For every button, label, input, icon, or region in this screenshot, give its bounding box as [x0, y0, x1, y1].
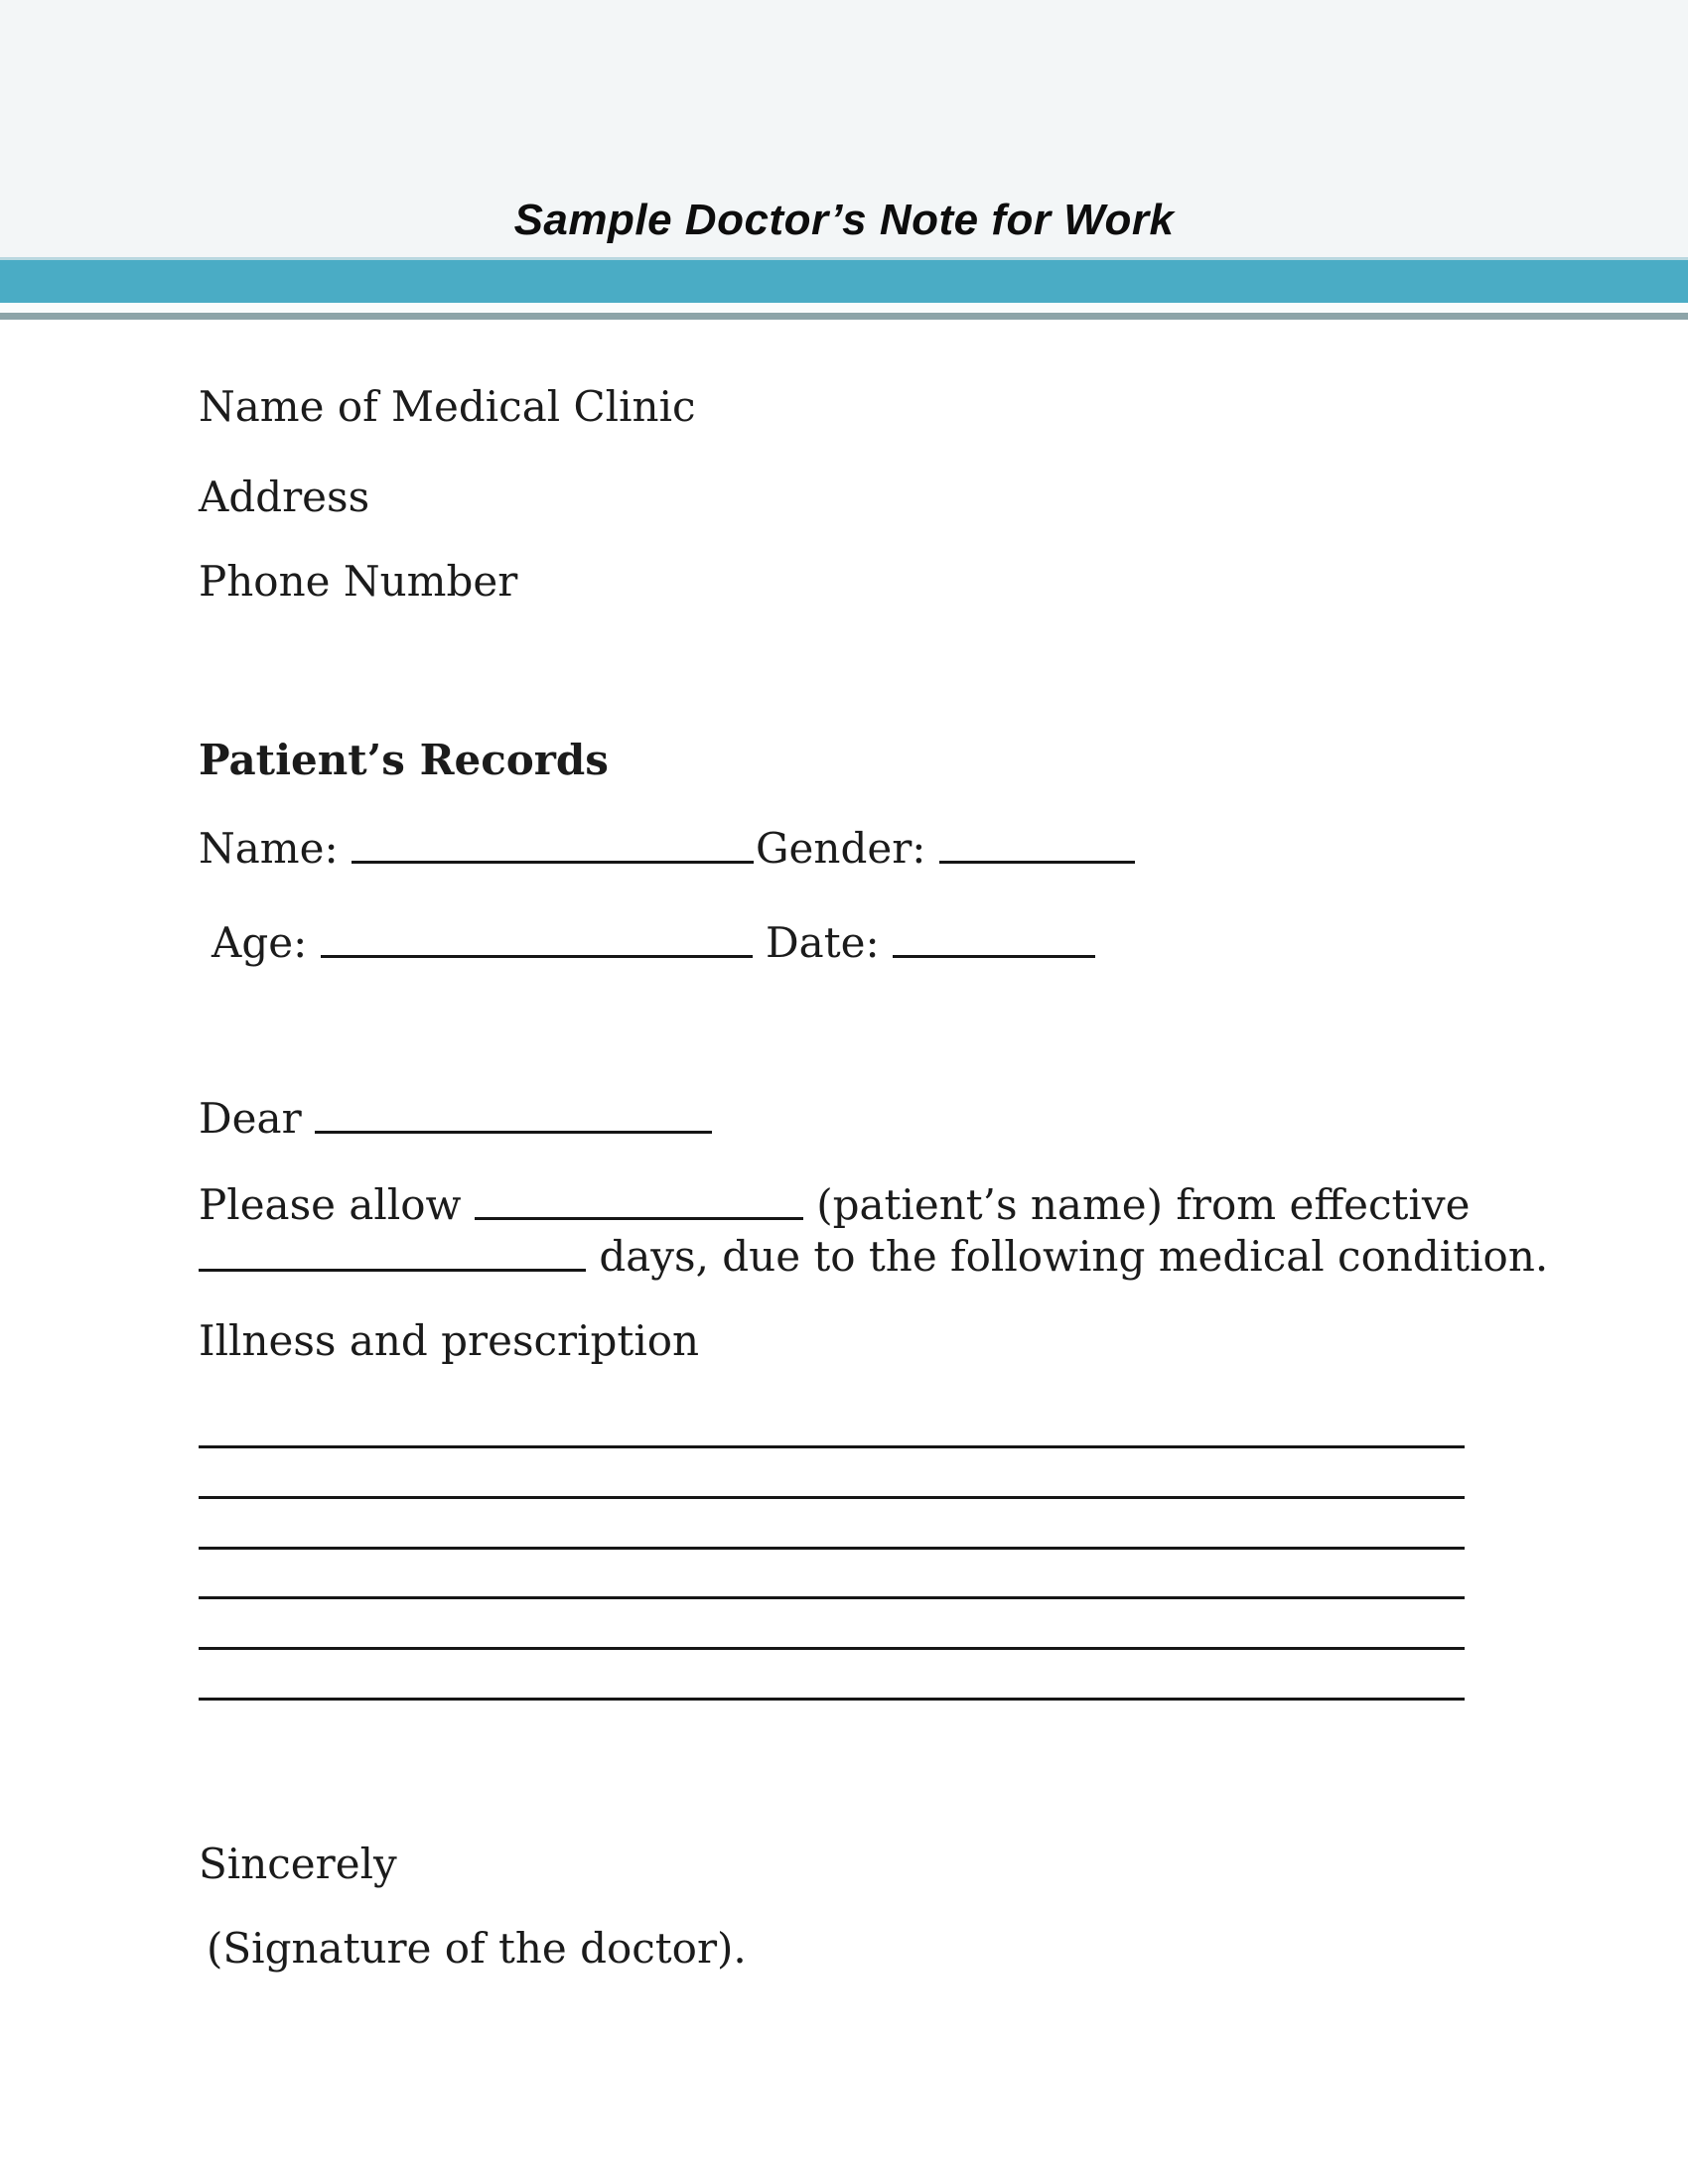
- days-field[interactable]: [199, 1269, 586, 1272]
- patient-row-name-gender: [199, 824, 1470, 873]
- age-label: Age:: [211, 918, 308, 967]
- illness-line[interactable]: [199, 1445, 1465, 1448]
- allow-prefix: Please allow: [199, 1180, 462, 1229]
- illness-line[interactable]: [199, 1596, 1465, 1599]
- gender-field[interactable]: [939, 861, 1135, 864]
- request-paragraph: [199, 1179, 1549, 1283]
- accent-bar-gap: [0, 303, 1688, 313]
- illness-line[interactable]: [199, 1647, 1465, 1650]
- name-field[interactable]: [352, 861, 754, 864]
- gender-pair: [756, 824, 1135, 873]
- patient-records-heading: Patient’s Records: [199, 736, 609, 784]
- salutation-label: Dear: [199, 1094, 302, 1143]
- salutation-field[interactable]: [315, 1131, 712, 1134]
- illness-line[interactable]: [199, 1698, 1465, 1701]
- gender-label: Gender:: [756, 824, 926, 873]
- date-field[interactable]: [893, 955, 1095, 958]
- age-field[interactable]: [321, 955, 753, 958]
- illness-line[interactable]: [199, 1496, 1465, 1499]
- patient-row-age-date: [199, 918, 1482, 967]
- signature-note: (Signature of the doctor).: [207, 1924, 747, 1973]
- clinic-name: Name of Medical Clinic: [199, 382, 696, 431]
- salutation-row: [199, 1094, 1470, 1143]
- illness-heading: Illness and prescription: [199, 1316, 700, 1365]
- accent-bar: [0, 260, 1688, 305]
- allow-suffix: (patient’s name) from effective: [816, 1180, 1471, 1229]
- closing-text: Sincerely: [199, 1840, 397, 1888]
- date-pair: [766, 918, 1095, 967]
- request-line-1: [199, 1179, 1470, 1231]
- request-line-2: [199, 1231, 1549, 1283]
- header-rule: [0, 313, 1688, 320]
- patient-name-field[interactable]: [475, 1217, 803, 1220]
- clinic-phone: Phone Number: [199, 557, 518, 606]
- page-title: Sample Doctor’s Note for Work: [513, 196, 1175, 244]
- date-label: Date:: [766, 918, 880, 967]
- name-label: Name:: [199, 824, 339, 873]
- clinic-address: Address: [199, 473, 370, 521]
- illness-line[interactable]: [199, 1547, 1465, 1550]
- days-suffix: days, due to the following medical condition.: [599, 1232, 1549, 1281]
